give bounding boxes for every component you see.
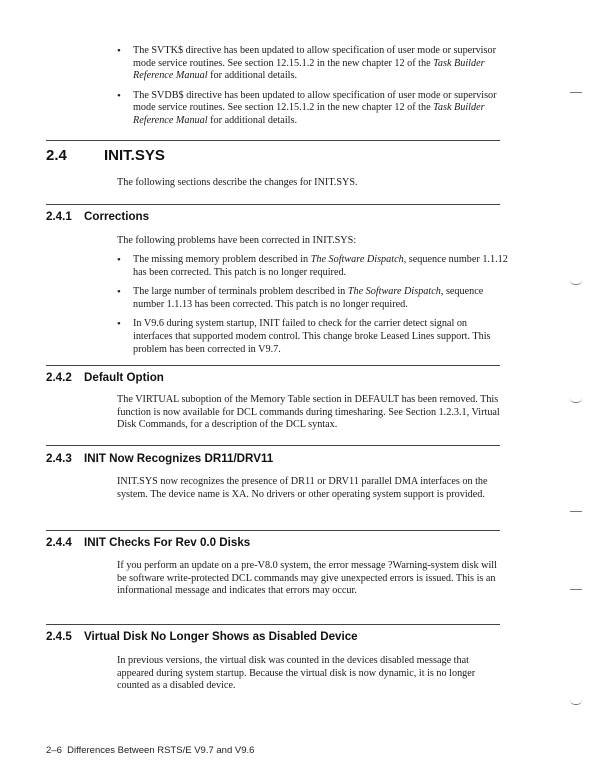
section-title: INIT Now Recognizes DR11/DRV11 [84, 452, 274, 465]
section-divider [46, 204, 500, 205]
section-divider [46, 530, 500, 531]
section-title: INIT Checks For Rev 0.0 Disks [84, 536, 251, 549]
list-item: • The SVDB$ directive has been updated to allow specification of user mode or supervisor mode service routines. See section 12.15.1.2 in the new chapter 12 of the Task Builder Reference Manual for additional details. [117, 90, 509, 128]
margin-mark [570, 700, 582, 705]
margin-mark [570, 92, 582, 93]
section-divider [46, 140, 500, 141]
section-heading-2-4-4 [46, 536, 250, 549]
list-item: • The SVTK$ directive has been updated to allow specification of user mode or supervisor mode service routines. See section 12.15.1.2 in the new chapter 12 of the Task Builder Reference Manual for additional details. [117, 45, 509, 83]
section-text: INIT.SYS now recognizes the presence of DR11 or DRV11 parallel DMA interfaces on the system. The device name is XA. No drivers or other operating system support is provided. [117, 476, 488, 500]
section-number: 2.4.3 [46, 452, 72, 465]
section-heading-2-4-3 [46, 452, 273, 465]
section-divider [46, 624, 500, 625]
margin-mark [570, 280, 582, 285]
margin-mark [570, 511, 582, 512]
section-title: Default Option [84, 371, 164, 384]
section-title: Virtual Disk No Longer Shows as Disabled Device [84, 630, 358, 643]
section-number: 2.4.1 [46, 210, 72, 223]
section-number: 2.4.5 [46, 630, 72, 643]
section-text: The following sections describe the changes for INIT.SYS. [117, 177, 358, 188]
footer-title: Differences Between RSTS/E V9.7 and V9.6 [67, 745, 255, 756]
section-heading-2-4 [46, 147, 165, 164]
section-heading-2-4-1 [46, 210, 149, 223]
section-number: 2.4.4 [46, 536, 72, 549]
section-title: INIT.SYS [104, 147, 165, 164]
section-divider [46, 365, 500, 366]
section-number: 2.4 [46, 147, 67, 164]
section-intro: The following problems have been corrected in INIT.SYS: [117, 235, 357, 246]
margin-mark [570, 398, 582, 403]
section-heading-2-4-2 [46, 371, 164, 384]
section-title: Corrections [84, 210, 150, 223]
list-item: • The large number of terminals problem described in The Software Dispatch, sequence number 1.1.13 has been corrected. This patch is no longer required. [117, 286, 509, 311]
page-number: 2–6 [46, 745, 62, 756]
corrections-bullet-list [117, 254, 509, 363]
page-footer [46, 745, 254, 756]
intro-bullet-list [117, 45, 509, 135]
section-divider [46, 445, 500, 446]
section-text: The VIRTUAL suboption of the Memory Table section in DEFAULT has been removed. This function is now available for DCL commands during timesharing. See Section 1.2.3.1, Virtual Disk Commands, for a description of the DCL syntax. [117, 394, 500, 431]
section-number: 2.4.2 [46, 371, 72, 384]
list-item: • The missing memory problem described in The Software Dispatch, sequence number 1.1.12 has been corrected. This patch is no longer required. [117, 254, 509, 279]
section-text: In previous versions, the virtual disk was counted in the devices disabled message that appeared during system startup. Because the virtual disk is now dynamic, it is no longer counted as a disabled device. [117, 655, 476, 692]
section-heading-2-4-5 [46, 630, 358, 643]
margin-mark [570, 589, 582, 590]
section-text: If you perform an update on a pre-V8.0 system, the error message ?Warning-system disk will be software write-protected DCL commands may give unexpected errors is issued. This is an informational message and indicates that errors may occur. [117, 560, 497, 597]
list-item: • In V9.6 during system startup, INIT failed to check for the carrier detect signal on interfaces that supported modem control. This change broke Leased Lines support. This problem has been corrected in V9.7. [117, 318, 509, 356]
